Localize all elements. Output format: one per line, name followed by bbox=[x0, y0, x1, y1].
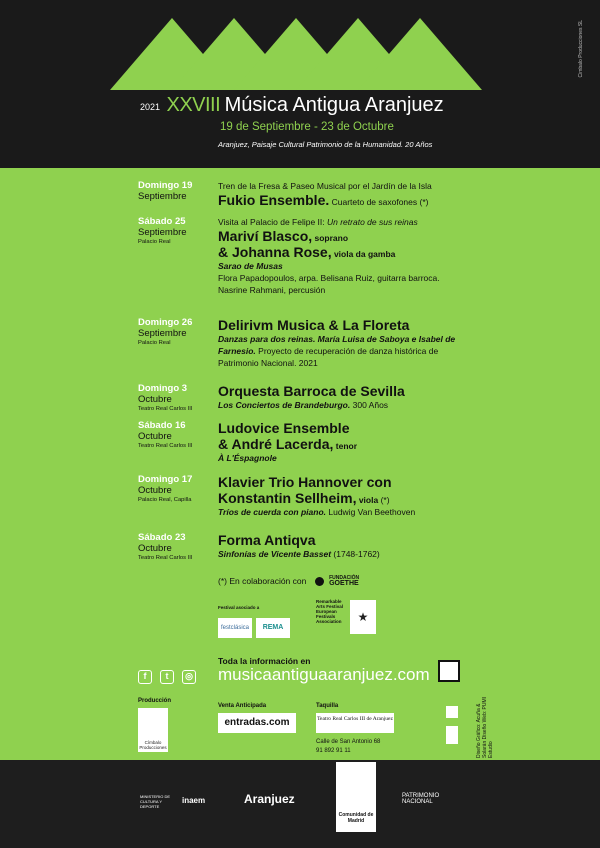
inaem-logo[interactable]: inaem bbox=[182, 796, 206, 805]
box-office-address bbox=[316, 738, 380, 756]
event-month: Octubre bbox=[138, 485, 172, 496]
teatro-logo[interactable]: Teatro Real Carlos III de Aranjuez bbox=[316, 713, 394, 733]
event-day: Sábado 23 bbox=[138, 532, 186, 543]
event-program: Sinfonías de Vicente Basset bbox=[218, 549, 332, 559]
event-day: Sábado 25 bbox=[138, 216, 186, 227]
info-label: Toda la información en bbox=[218, 656, 311, 666]
event-detail: (1748-1762) bbox=[331, 549, 380, 559]
event-detail: 300 Años bbox=[350, 400, 389, 410]
event-body bbox=[218, 216, 468, 296]
event-venue: Teatro Real Carlos III bbox=[138, 406, 193, 412]
rema-logo[interactable]: REMA bbox=[256, 618, 290, 638]
goethe-logo-icon bbox=[315, 577, 324, 586]
footnote-text: (*) En colaboración con bbox=[218, 576, 307, 586]
triangles-graphic bbox=[0, 0, 600, 90]
festival-title bbox=[140, 94, 444, 117]
event-detail: Flora Papadopoulos, arpa. Belisana Ruiz, guitarra barroca. Nasrine Rahmani, percusión bbox=[218, 273, 440, 295]
event-venue: Palacio Real, Capilla bbox=[138, 497, 192, 503]
event-detail: Ludwig Van Beethoven bbox=[326, 507, 416, 517]
event-performer: Mariví Blasco, bbox=[218, 228, 313, 244]
event-program: Los Conciertos de Brandeburgo. bbox=[218, 400, 351, 410]
event-role: soprano bbox=[312, 233, 349, 243]
event-day: Domingo 3 bbox=[138, 383, 188, 394]
event-body bbox=[218, 474, 468, 518]
goethe-logo bbox=[329, 576, 359, 587]
event-date bbox=[138, 216, 218, 246]
pumi-logo-icon bbox=[446, 726, 458, 744]
event-date bbox=[138, 317, 218, 347]
efa-logo-icon[interactable]: ★ bbox=[350, 600, 376, 634]
event-month: Septiembre bbox=[138, 191, 187, 202]
goethe-line2: GOETHE bbox=[329, 580, 359, 588]
event-venue: Teatro Real Carlos III bbox=[138, 443, 193, 449]
ministerio-logo[interactable]: MINISTERIO DE CULTURA Y DEPORTE bbox=[140, 794, 171, 809]
aranjuez-logo[interactable]: Aranjuez bbox=[244, 792, 295, 806]
production-label: Producción bbox=[138, 698, 172, 704]
event-month: Octubre bbox=[138, 394, 172, 405]
event-role: tenor bbox=[333, 441, 358, 451]
qr-code-icon bbox=[438, 660, 460, 682]
event-note: (*) bbox=[378, 495, 390, 505]
advance-sales-label: Venta Anticipada bbox=[218, 703, 267, 709]
event-body bbox=[218, 532, 468, 560]
event-intro-italic: Un retrato de sus reinas bbox=[327, 217, 418, 227]
website-link[interactable]: musicaantiguaaranjuez.com bbox=[218, 665, 430, 684]
twitter-icon[interactable]: t bbox=[160, 670, 174, 684]
facebook-icon[interactable]: f bbox=[138, 670, 152, 684]
event-intro: Tren de la Fresa & Paseo Musical por el Jardín de la Isla bbox=[218, 181, 432, 191]
event-month: Octubre bbox=[138, 543, 172, 554]
side-credit: Cimbalo Producciones SL bbox=[578, 20, 584, 78]
remarkable-label: Remarkable Arts Festival European Festivals Association bbox=[316, 599, 344, 624]
event-performer: Forma Antiqva bbox=[218, 532, 316, 548]
festival-associated-label: Festival asociado a bbox=[218, 605, 260, 610]
event-program: Tríos de cuerda con piano. bbox=[218, 507, 327, 517]
instagram-icon[interactable]: ◎ bbox=[182, 670, 196, 684]
event-venue: Palacio Real bbox=[138, 340, 171, 346]
event-detail: Cuarteto de saxofones (*) bbox=[329, 197, 429, 207]
event-month: Octubre bbox=[138, 431, 172, 442]
title-main: Música Antigua Aranjuez bbox=[224, 94, 444, 116]
event-performer: Fukio Ensemble. bbox=[218, 192, 330, 208]
event-date bbox=[138, 420, 218, 450]
festival-dates: 19 de Septiembre - 23 de Octubre bbox=[220, 121, 394, 133]
event-body bbox=[218, 383, 468, 411]
cimbalo-logo[interactable]: Címbalo Producciones bbox=[138, 708, 168, 752]
collaboration-note bbox=[218, 576, 359, 587]
event-role: viola bbox=[356, 495, 379, 505]
designer-logo-icon bbox=[446, 706, 458, 718]
event-venue: Teatro Real Carlos III bbox=[138, 555, 193, 561]
event-day: Sábado 16 bbox=[138, 420, 186, 431]
event-detail: Proyecto de recuperación de danza histórica de Patrimonio Nacional. 2021 bbox=[218, 346, 439, 368]
comunidad-madrid-logo[interactable]: Comunidad de Madrid bbox=[336, 762, 376, 832]
sponsor-footer bbox=[0, 760, 600, 848]
event-date bbox=[138, 474, 218, 504]
event-body bbox=[218, 420, 468, 464]
event-body bbox=[218, 317, 468, 369]
event-program: Sarao de Musas bbox=[218, 261, 283, 271]
entradas-logo[interactable]: entradas.com bbox=[218, 713, 296, 733]
address-line: Calle de San Antonio 68 bbox=[316, 739, 381, 745]
phone-number: 91 892 91 11 bbox=[316, 748, 351, 754]
event-performer: Konstantin Sellheim, bbox=[218, 490, 357, 506]
event-date bbox=[138, 532, 218, 562]
program-panel bbox=[0, 168, 600, 760]
title-year: 2021 bbox=[140, 101, 161, 112]
event-performer: Orquesta Barroca de Sevilla bbox=[218, 383, 405, 399]
title-roman: XXVIII bbox=[166, 94, 221, 116]
event-program: À L'Éspagnole bbox=[218, 453, 277, 463]
patrimonio-logo[interactable]: PATRIMONIO NACIONAL bbox=[402, 793, 440, 805]
event-month: Septiembre bbox=[138, 328, 187, 339]
festclasica-logo[interactable]: festclásica bbox=[218, 618, 252, 638]
festival-subtitle: Aranjuez, Paisaje Cultural Patrimonio de la Humanidad. 20 Años bbox=[218, 140, 433, 149]
event-day: Domingo 26 bbox=[138, 317, 193, 328]
event-date bbox=[138, 180, 218, 202]
event-day: Domingo 17 bbox=[138, 474, 193, 485]
event-intro: Visita al Palacio de Felipe II: bbox=[218, 217, 327, 227]
event-performer: Delirivm Musica & La Floreta bbox=[218, 317, 410, 333]
header bbox=[0, 0, 600, 168]
design-credit: Diseño Gráfico: Acuña & Solarán Diseño Web: PUMI Estudio bbox=[476, 696, 494, 758]
event-body bbox=[218, 180, 468, 208]
event-venue: Palacio Real bbox=[138, 239, 171, 245]
event-role: viola da gamba bbox=[331, 249, 396, 259]
event-month: Septiembre bbox=[138, 227, 187, 238]
event-performer: & André Lacerda, bbox=[218, 436, 334, 452]
event-day: Domingo 19 bbox=[138, 180, 193, 191]
event-date bbox=[138, 383, 218, 413]
event-program: Danzas para dos reinas. María Luisa de Saboya e Isabel de Farnesio. bbox=[218, 334, 456, 356]
event-performer: Ludovice Ensemble bbox=[218, 420, 350, 436]
goethe-line1: FUNDACIÓN bbox=[329, 575, 360, 582]
event-performer: Klavier Trio Hannover con bbox=[218, 474, 392, 490]
event-performer: & Johanna Rose, bbox=[218, 244, 332, 260]
box-office-label: Taquilla bbox=[316, 703, 339, 709]
social-links bbox=[138, 666, 204, 684]
